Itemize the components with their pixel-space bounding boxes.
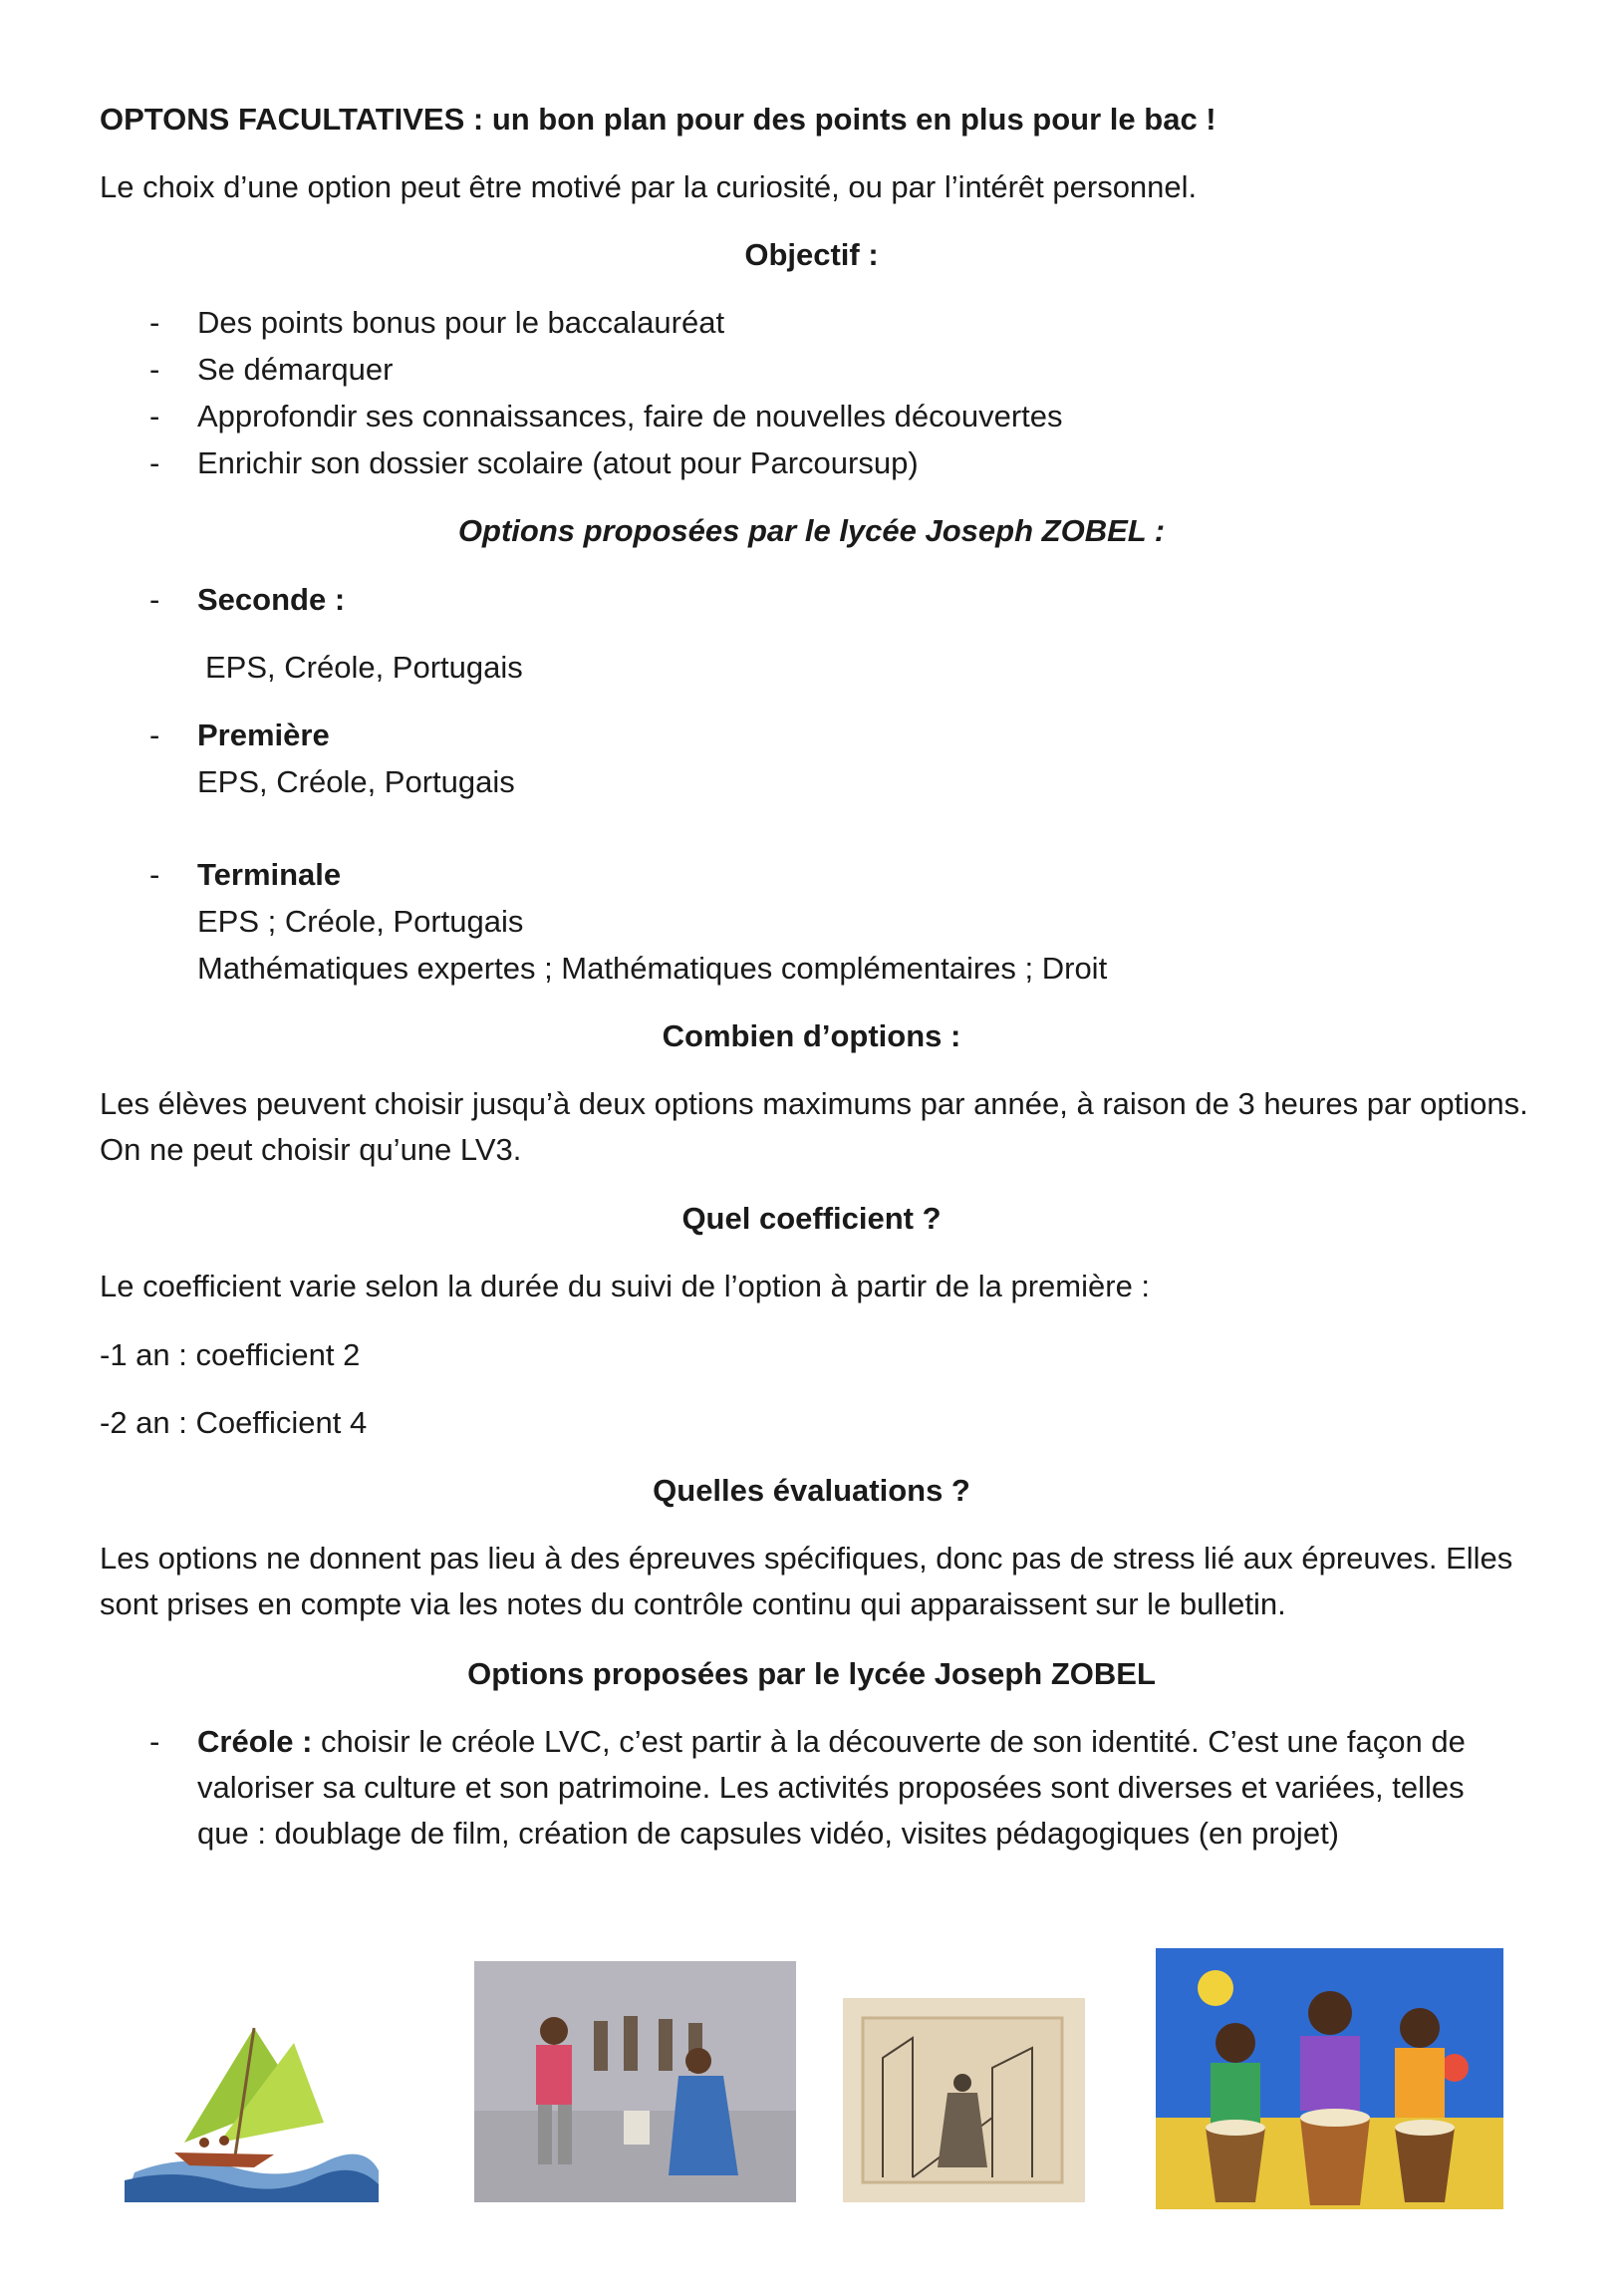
evaluations-text: Les options ne donnent pas lieu à des épreuves spécifiques, donc pas de stress lié aux épreuves. Elles sont prises en compte via les notes du contrôle continu qui apparaissent sur le bulletin. — [100, 1541, 1513, 1621]
objectif-item: Des points bonus pour le baccalauréat — [197, 305, 725, 340]
evaluations-heading: Quelles évaluations ? — [653, 1473, 970, 1508]
coefficient-text: Le coefficient varie selon la durée du suivi de l’option à partir de la première : — [100, 1269, 1151, 1303]
bullet-dash: - — [149, 582, 160, 617]
objectif-item: Approfondir ses connaissances, faire de nouvelles découvertes — [197, 399, 1063, 433]
creole-paragraph — [197, 1719, 1522, 1857]
coefficient-line-1: -1 an : coefficient 2 — [100, 1337, 361, 1372]
objectif-item: Enrichir son dossier scolaire (atout pour Parcoursup) — [197, 445, 919, 480]
level-premiere-options: EPS, Créole, Portugais — [197, 764, 515, 799]
combien-heading: Combien d’options : — [662, 1018, 961, 1053]
objectif-item: Se démarquer — [197, 352, 394, 387]
bullet-dash: - — [149, 718, 160, 752]
bullet-dash: - — [149, 445, 160, 480]
sketch-illustration — [843, 1998, 1085, 2202]
intro-text: Le choix d’une option peut être motivé par la curiosité, ou par l’intérêt personnel. — [100, 169, 1198, 204]
level-terminale-options: EPS ; Créole, Portugais — [197, 904, 524, 939]
objectif-heading: Objectif : — [744, 237, 879, 272]
bullet-dash: - — [149, 399, 160, 433]
level-seconde-options: EPS, Créole, Portugais — [205, 650, 523, 685]
bullet-dash: - — [149, 352, 160, 387]
options-heading-2: Options proposées par le lycée Joseph ZOBEL — [467, 1656, 1156, 1691]
sailboat-illustration — [125, 2003, 379, 2202]
level-seconde-name: Seconde : — [197, 582, 346, 617]
document-title: OPTONS FACULTATIVES : un bon plan pour des points en plus pour le bac ! — [100, 102, 1217, 137]
bullet-dash: - — [149, 305, 160, 340]
level-terminale-options-extra: Mathématiques expertes ; Mathématiques complémentaires ; Droit — [197, 951, 1108, 986]
drummers-illustration — [1156, 1948, 1503, 2209]
dance-illustration — [474, 1961, 796, 2202]
creole-text: choisir le créole LVC, c’est partir à la découverte de son identité. C’est une façon de valoriser sa culture et son patrimoine. Les activités proposées sont diverses et variées, telles que : doublage de film, création de capsules vidéo, visites pédagogiques (en projet) — [197, 1724, 1466, 1851]
level-premiere-name: Première — [197, 718, 330, 752]
coefficient-line-2: -2 an : Coefficient 4 — [100, 1405, 368, 1440]
coefficient-heading: Quel coefficient ? — [681, 1201, 942, 1236]
bullet-dash: - — [149, 857, 160, 892]
bullet-dash: - — [149, 1724, 160, 1759]
level-terminale-name: Terminale — [197, 857, 342, 892]
creole-label: Créole : — [197, 1724, 313, 1759]
combien-text: Les élèves peuvent choisir jusqu’à deux options maximums par année, à raison de 3 heures par options. On ne peut choisir qu’une LV3. — [100, 1086, 1528, 1167]
options-heading: Options proposées par le lycée Joseph ZOBEL : — [457, 513, 1166, 548]
